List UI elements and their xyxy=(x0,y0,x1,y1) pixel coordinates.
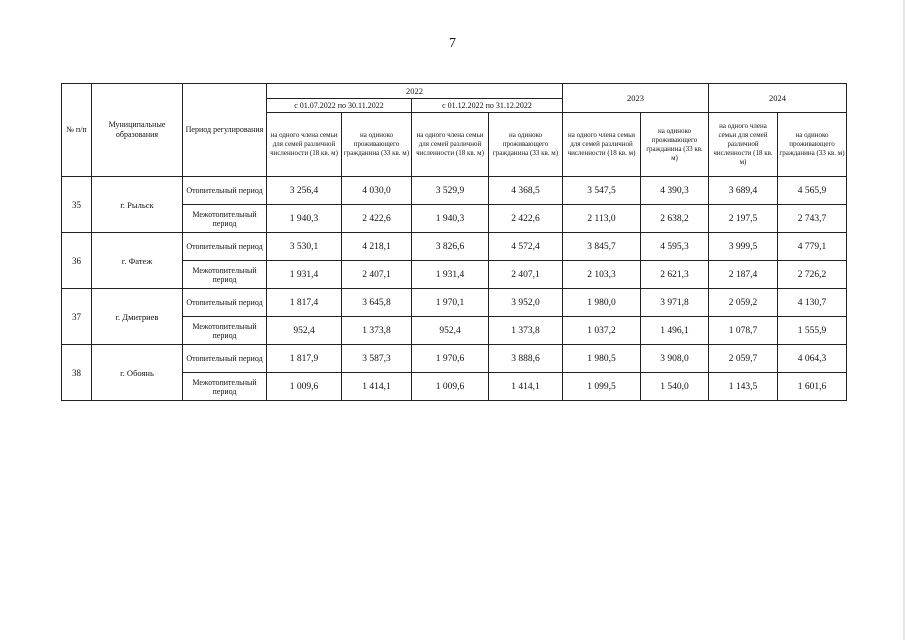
tariff-value: 2 422,6 xyxy=(489,205,563,233)
tariff-value: 1 009,6 xyxy=(267,373,342,401)
tariff-value: 1 931,4 xyxy=(267,261,342,289)
tariff-value: 3 971,8 xyxy=(641,289,709,317)
header-sub-family: на одного члена семьи для семей различной численности (18 кв. м) xyxy=(412,113,489,177)
tariff-value: 3 845,7 xyxy=(563,233,641,261)
tariff-value: 3 908,0 xyxy=(641,345,709,373)
tariff-value: 1 414,1 xyxy=(342,373,412,401)
regulation-period: Межотопительный период xyxy=(183,317,267,345)
tariff-value: 3 256,4 xyxy=(267,177,342,205)
tariff-value: 3 645,8 xyxy=(342,289,412,317)
header-sub-single: на одиноко проживающего гражданина (33 кв. м) xyxy=(778,113,847,177)
header-period-2022-b: с 01.12.2022 по 31.12.2022 xyxy=(412,99,563,113)
tariff-value: 3 529,9 xyxy=(412,177,489,205)
tariff-value: 1 373,8 xyxy=(342,317,412,345)
tariff-value: 2 103,3 xyxy=(563,261,641,289)
tariff-value: 1 078,7 xyxy=(709,317,778,345)
municipality-name: г. Дмитриев xyxy=(92,289,183,345)
tariff-value: 4 368,5 xyxy=(489,177,563,205)
header-num: № п/п xyxy=(62,84,92,177)
tariff-value: 1 373,8 xyxy=(489,317,563,345)
tariff-value: 2 422,6 xyxy=(342,205,412,233)
tariff-value: 1 940,3 xyxy=(412,205,489,233)
tariff-value: 1 037,2 xyxy=(563,317,641,345)
municipality-name: г. Фатеж xyxy=(92,233,183,289)
tariff-value: 1 980,0 xyxy=(563,289,641,317)
tariff-value: 3 587,3 xyxy=(342,345,412,373)
tariff-value: 2 113,0 xyxy=(563,205,641,233)
tariff-value: 3 952,0 xyxy=(489,289,563,317)
tariff-value: 1 540,0 xyxy=(641,373,709,401)
tariff-value: 2 407,1 xyxy=(489,261,563,289)
tariff-value: 4 779,1 xyxy=(778,233,847,261)
tariff-value: 2 621,3 xyxy=(641,261,709,289)
tariff-value: 1 099,5 xyxy=(563,373,641,401)
header-sub-single: на одиноко проживающего гражданина (33 кв. м) xyxy=(641,113,709,177)
header-sub-family: на одного члена семьи для семей различной численности (18 кв. м) xyxy=(709,113,778,177)
tariff-value: 2 059,2 xyxy=(709,289,778,317)
municipality-name: г. Рыльск xyxy=(92,177,183,233)
tariff-value: 1 817,4 xyxy=(267,289,342,317)
header-sub-single: на одиноко проживающего гражданина (33 кв. м) xyxy=(342,113,412,177)
row-number: 36 xyxy=(62,233,92,289)
header-sub-family: на одного члена семьи для семей различной численности (18 кв. м) xyxy=(267,113,342,177)
tariff-value: 4 064,3 xyxy=(778,345,847,373)
table-header xyxy=(62,84,847,177)
tariff-value: 2 726,2 xyxy=(778,261,847,289)
header-period: Период регулирования xyxy=(183,84,267,177)
regulation-period: Межотопительный период xyxy=(183,261,267,289)
tariff-value: 1 970,1 xyxy=(412,289,489,317)
header-sub-single: на одиноко проживающего гражданина (33 кв. м) xyxy=(489,113,563,177)
regulation-period: Межотопительный период xyxy=(183,205,267,233)
table-row xyxy=(62,233,847,261)
tariff-value: 4 390,3 xyxy=(641,177,709,205)
tariff-value: 1 555,9 xyxy=(778,317,847,345)
tariff-value: 4 595,3 xyxy=(641,233,709,261)
table-row xyxy=(62,289,847,317)
tariff-value: 2 187,4 xyxy=(709,261,778,289)
page-number: 7 xyxy=(449,36,456,51)
header-municipality: Муниципальные образования xyxy=(92,84,183,177)
table-row xyxy=(62,177,847,205)
header-year-2022: 2022 xyxy=(267,84,563,99)
header-year-2023: 2023 xyxy=(563,84,709,113)
tariff-value: 1 970,6 xyxy=(412,345,489,373)
regulation-period: Отопительный период xyxy=(183,233,267,261)
tariff-value: 3 689,4 xyxy=(709,177,778,205)
header-year-2024: 2024 xyxy=(709,84,847,113)
tariff-value: 2 407,1 xyxy=(342,261,412,289)
header-sub-family: на одного члена семьи для семей различной численности (18 кв. м) xyxy=(563,113,641,177)
municipality-name: г. Обоянь xyxy=(92,345,183,401)
tariff-value: 4 565,9 xyxy=(778,177,847,205)
tariff-value: 4 218,1 xyxy=(342,233,412,261)
tariff-value: 3 826,6 xyxy=(412,233,489,261)
tariff-table xyxy=(61,83,847,401)
tariff-value: 1 009,6 xyxy=(412,373,489,401)
header-period-2022-a: с 01.07.2022 по 30.11.2022 xyxy=(267,99,412,113)
tariff-value: 3 888,6 xyxy=(489,345,563,373)
tariff-value: 4 030,0 xyxy=(342,177,412,205)
tariff-value: 2 059,7 xyxy=(709,345,778,373)
row-number: 37 xyxy=(62,289,92,345)
tariff-value: 2 638,2 xyxy=(641,205,709,233)
tariff-value: 3 530,1 xyxy=(267,233,342,261)
regulation-period: Межотопительный период xyxy=(183,373,267,401)
tariff-value: 1 980,5 xyxy=(563,345,641,373)
tariff-value: 4 572,4 xyxy=(489,233,563,261)
row-number: 38 xyxy=(62,345,92,401)
tariff-value: 1 817,9 xyxy=(267,345,342,373)
tariff-value: 3 547,5 xyxy=(563,177,641,205)
tariff-value: 952,4 xyxy=(412,317,489,345)
tariff-value: 952,4 xyxy=(267,317,342,345)
table-row xyxy=(62,345,847,373)
regulation-period: Отопительный период xyxy=(183,177,267,205)
table-body xyxy=(62,177,847,401)
tariff-value: 1 601,6 xyxy=(778,373,847,401)
tariff-value: 2 743,7 xyxy=(778,205,847,233)
tariff-value: 3 999,5 xyxy=(709,233,778,261)
tariff-value: 2 197,5 xyxy=(709,205,778,233)
tariff-value: 1 931,4 xyxy=(412,261,489,289)
row-number: 35 xyxy=(62,177,92,233)
tariff-value: 1 940,3 xyxy=(267,205,342,233)
regulation-period: Отопительный период xyxy=(183,289,267,317)
tariff-value: 4 130,7 xyxy=(778,289,847,317)
regulation-period: Отопительный период xyxy=(183,345,267,373)
tariff-value: 1 143,5 xyxy=(709,373,778,401)
tariff-value: 1 414,1 xyxy=(489,373,563,401)
tariff-value: 1 496,1 xyxy=(641,317,709,345)
